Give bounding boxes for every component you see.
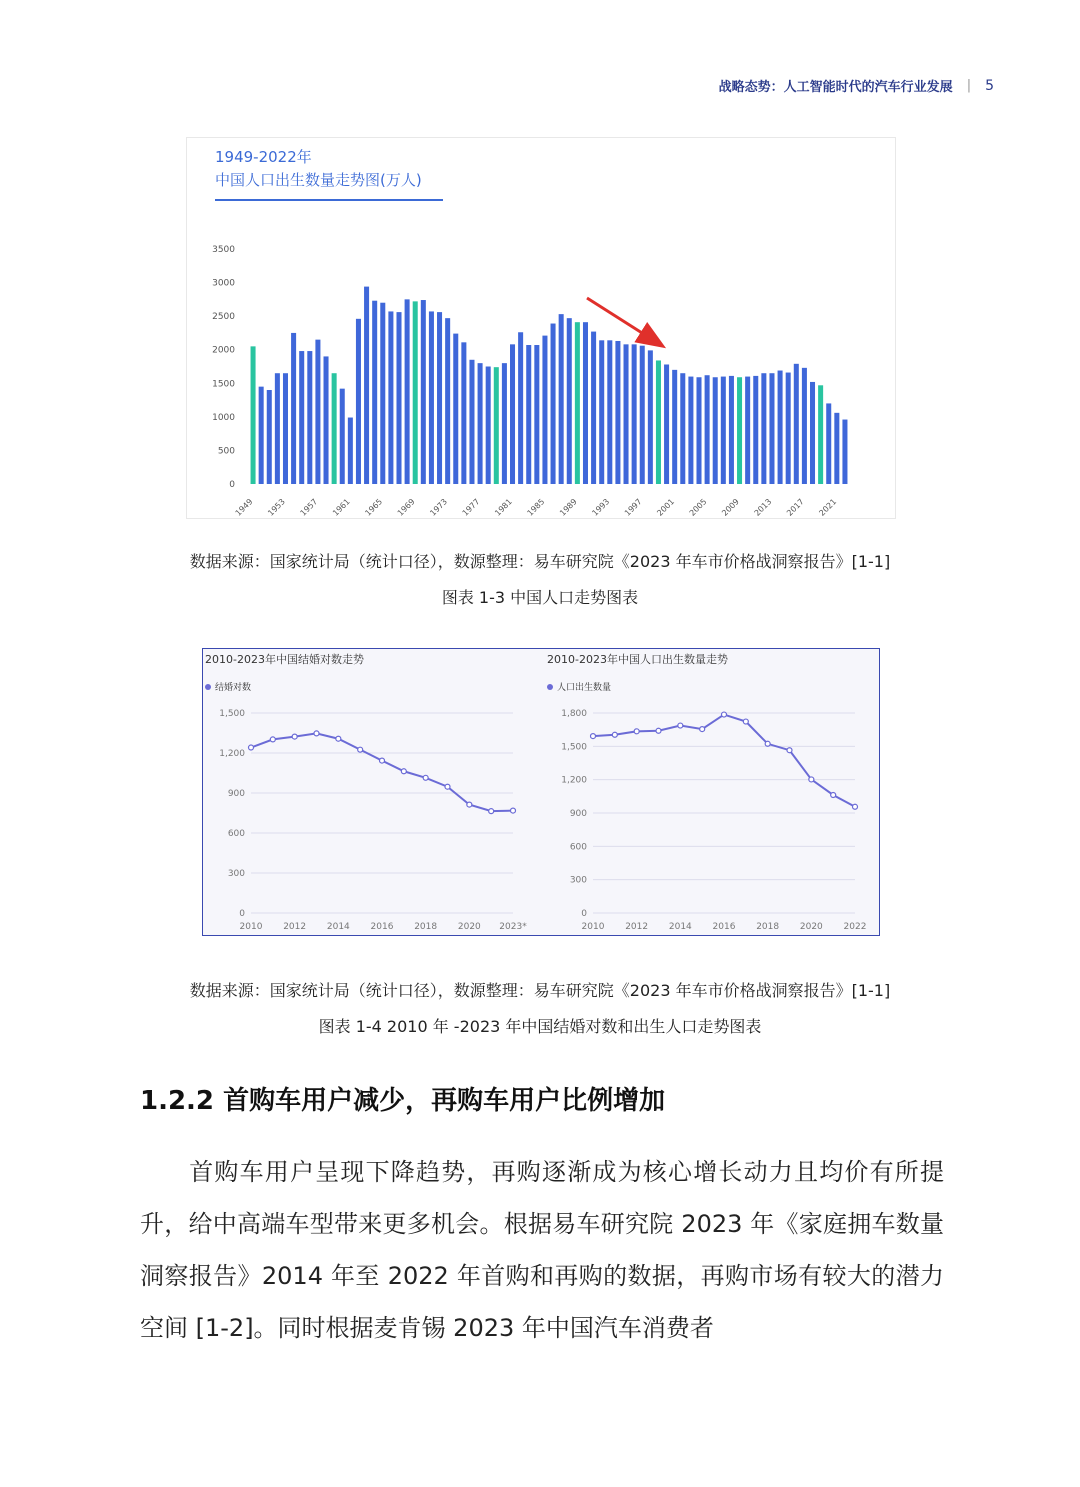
x-tick-label: 2005	[687, 497, 709, 518]
bar-2014	[778, 371, 783, 484]
x-tick-label: 2021	[817, 497, 839, 518]
bar-2000	[664, 364, 669, 484]
series-line	[251, 733, 513, 811]
header-separator: |	[966, 78, 972, 93]
x-tick-label: 2010	[581, 922, 605, 932]
bar-1959	[332, 373, 337, 484]
bar-2021	[834, 413, 839, 484]
legend-label: 结婚对数	[215, 683, 252, 693]
legend-marker	[205, 684, 211, 690]
x-tick-label: 1953	[266, 497, 287, 518]
x-tick-label: 2012	[283, 922, 307, 932]
figure-birth-bar-chart	[186, 137, 896, 519]
bar-2006	[713, 377, 718, 484]
bar-2015	[786, 373, 791, 484]
bar-1967	[396, 312, 401, 484]
bar-1973	[445, 318, 450, 484]
bar-1971	[429, 311, 434, 484]
x-tick-label: 2017	[785, 497, 806, 518]
data-point	[809, 777, 814, 782]
x-tick-label: 1977	[460, 497, 482, 518]
x-tick-label: 2016	[712, 922, 736, 932]
x-tick-label: 2016	[370, 922, 394, 932]
bar-1999	[656, 360, 661, 484]
chart1-title-line2: 中国人口出生数量走势图(万人)	[215, 171, 422, 189]
x-tick-label: 2014	[326, 922, 350, 932]
bar-1957	[315, 340, 320, 484]
header-title: 战略态势：人工智能时代的汽车行业发展	[718, 80, 953, 95]
y-tick-label: 0	[581, 909, 587, 919]
x-tick-label: 2020	[799, 922, 823, 932]
data-point	[722, 712, 727, 717]
bar-1966	[388, 311, 393, 484]
bar-1963	[364, 287, 369, 484]
bar-2002	[680, 373, 685, 484]
chart-title: 2010-2023年中国人口出生数量走势	[547, 653, 728, 666]
x-tick-label: 1981	[493, 497, 514, 518]
data-point	[743, 719, 748, 724]
y-tick-label: 1,200	[561, 775, 587, 786]
bar-2009	[737, 377, 742, 484]
y-tick-label: 1,500	[561, 742, 587, 753]
x-tick-label: 2012	[625, 922, 649, 932]
y-tick-label: 300	[227, 869, 245, 879]
x-tick-label: 2010	[239, 922, 263, 932]
bar-2022	[842, 420, 847, 484]
x-tick-label: 1997	[622, 497, 644, 518]
bar-2020	[826, 403, 831, 484]
data-point	[765, 741, 770, 746]
bar-1962	[356, 319, 361, 484]
bar-1988	[567, 318, 572, 484]
y-tick-label: 1,800	[561, 709, 587, 719]
bar-1976	[469, 360, 474, 484]
data-point	[314, 731, 319, 736]
bar-1972	[437, 312, 442, 484]
x-tick-label: 1993	[590, 497, 612, 518]
y-tick-label: 1000	[212, 412, 235, 423]
data-point	[445, 784, 450, 789]
data-point	[292, 734, 297, 739]
bar-1985	[542, 336, 547, 484]
x-tick-label: 1961	[331, 497, 352, 518]
data-point	[634, 729, 639, 734]
data-point	[591, 734, 596, 739]
x-tick-label: 1969	[395, 497, 417, 518]
y-tick-label: 600	[227, 829, 245, 839]
y-tick-label: 3500	[212, 245, 235, 255]
bar-1980	[502, 363, 507, 484]
bar-1953	[283, 373, 288, 484]
bar-1960	[340, 389, 345, 484]
bar-1991	[591, 332, 596, 484]
section-heading: 1.2.2 首购车用户减少，再购车用户比例增加	[140, 1086, 666, 1116]
chart-title: 2010-2023年中国结婚对数走势	[205, 653, 364, 666]
bar-2005	[705, 375, 710, 484]
x-tick-label: 1989	[558, 497, 579, 518]
bar-1951	[267, 390, 272, 484]
bar-1978	[486, 367, 491, 485]
bar-1961	[348, 418, 353, 484]
x-tick-label: 1949	[233, 497, 255, 518]
bar-1981	[510, 344, 515, 484]
bar-1969	[413, 301, 418, 484]
y-tick-label: 900	[227, 789, 245, 799]
y-tick-label: 2500	[212, 312, 235, 323]
annotation-arrow	[587, 298, 661, 345]
bar-1990	[583, 322, 588, 484]
section-paragraph-wrap	[140, 1146, 944, 1354]
y-tick-label: 600	[569, 842, 587, 853]
y-tick-label: 0	[229, 480, 235, 490]
bar-1995	[624, 344, 629, 484]
bar-1997	[640, 346, 645, 484]
y-tick-label: 1,500	[219, 709, 245, 719]
bar-2011	[753, 376, 758, 484]
bar-1982	[518, 332, 523, 484]
data-point	[358, 747, 363, 752]
bar-1989	[575, 322, 580, 484]
x-tick-label: 2013	[752, 497, 774, 518]
figure1-source: 数据来源：国家统计局（统计口径），数源整理：易车研究院《2023 年车市价格战洞察报告》[1-1]	[189, 552, 891, 571]
chart2-svg	[203, 649, 879, 935]
data-point	[787, 748, 792, 753]
x-tick-label: 1965	[363, 497, 385, 518]
bar-1965	[380, 303, 385, 484]
y-tick-label: 3000	[212, 278, 235, 289]
bar-1986	[551, 324, 556, 484]
page-header	[719, 76, 994, 95]
y-tick-label: 500	[217, 446, 235, 457]
data-point	[831, 793, 836, 798]
figure2-source: 数据来源：国家统计局（统计口径），数源整理：易车研究院《2023 年车市价格战洞察报告》[1-1]	[189, 981, 891, 1000]
bar-1998	[648, 350, 653, 484]
bar-2013	[769, 373, 774, 484]
data-point	[336, 736, 341, 741]
bar-1954	[291, 333, 296, 484]
bar-1984	[534, 345, 539, 484]
bar-1949	[251, 346, 256, 484]
x-tick-label: 1957	[298, 497, 320, 518]
bar-1996	[632, 344, 637, 484]
bar-2007	[721, 377, 726, 484]
y-tick-label: 0	[239, 909, 245, 919]
bar-2001	[672, 370, 677, 484]
data-point	[423, 775, 428, 780]
bar-2004	[696, 377, 701, 484]
x-tick-label: 2020	[457, 922, 481, 932]
legend-label: 人口出生数量	[557, 683, 612, 693]
section-paragraph: 首购车用户呈现下降趋势，再购逐渐成为核心增长动力且均价有所提升，给中高端车型带来更多机会。根据易车研究院 2023 年《家庭拥车数量洞察报告》2014 年至 2022 年首购和再购的数据，再购市场有较大的潜力空间 [1-2]。同时根据麦肯锡 2023 年中国汽车消费者	[140, 1158, 944, 1342]
bar-1950	[259, 387, 264, 484]
figure2-caption: 图表 1-4 2010 年 -2023 年中国结婚对数和出生人口走势图表	[318, 1017, 762, 1036]
x-tick-label: 2018	[756, 922, 780, 932]
y-tick-label: 1500	[212, 379, 235, 390]
bar-1958	[324, 356, 329, 484]
bar-1987	[559, 314, 564, 484]
data-point	[401, 769, 406, 774]
bar-1975	[461, 342, 466, 484]
x-tick-label: 2014	[668, 922, 692, 932]
bar-2010	[745, 377, 750, 484]
x-tick-label: 2001	[655, 497, 677, 518]
data-point	[270, 737, 275, 742]
y-tick-label: 300	[569, 875, 587, 886]
data-point	[678, 723, 683, 728]
bar-2018	[810, 382, 815, 484]
bar-1983	[526, 345, 531, 484]
bar-1956	[307, 351, 312, 484]
x-tick-label: 2018	[414, 922, 438, 932]
x-tick-label: 2023*	[499, 922, 527, 932]
bar-2008	[729, 376, 734, 484]
y-tick-label: 1,200	[219, 749, 245, 759]
bar-1968	[405, 299, 410, 484]
legend-marker	[547, 684, 553, 690]
bar-1979	[494, 367, 499, 484]
x-tick-label: 1973	[428, 497, 450, 518]
data-point	[511, 808, 516, 813]
x-tick-label: 2022	[843, 922, 867, 932]
bar-1974	[453, 334, 458, 484]
bar-2017	[802, 368, 807, 484]
series-line	[593, 715, 855, 807]
x-tick-label: 2009	[720, 497, 741, 518]
bar-1994	[615, 341, 620, 484]
bar-1952	[275, 373, 280, 484]
y-tick-label: 2000	[212, 345, 235, 356]
data-point	[853, 804, 858, 809]
data-point	[700, 727, 705, 732]
figure1-caption: 图表 1-3 中国人口走势图表	[441, 588, 639, 607]
data-point	[249, 745, 254, 750]
x-tick-label: 1985	[525, 497, 547, 518]
bar-1970	[421, 300, 426, 484]
bar-2012	[761, 373, 766, 484]
chart1-svg	[187, 138, 895, 518]
page-number: 5	[985, 77, 994, 94]
bar-1993	[607, 340, 612, 484]
bar-2016	[794, 364, 799, 484]
data-point	[612, 732, 617, 737]
bar-1977	[478, 363, 483, 484]
figure-marriage-birth-lines	[202, 648, 880, 936]
chart1-title-line1: 1949-2022年	[215, 148, 312, 166]
bar-2003	[688, 377, 693, 484]
y-tick-label: 900	[569, 809, 587, 819]
data-point	[380, 758, 385, 763]
data-point	[467, 802, 472, 807]
bar-1992	[599, 340, 604, 484]
bar-1964	[372, 301, 377, 484]
bar-1955	[299, 351, 304, 484]
bar-2019	[818, 385, 823, 484]
data-point	[656, 728, 661, 733]
data-point	[489, 809, 494, 814]
